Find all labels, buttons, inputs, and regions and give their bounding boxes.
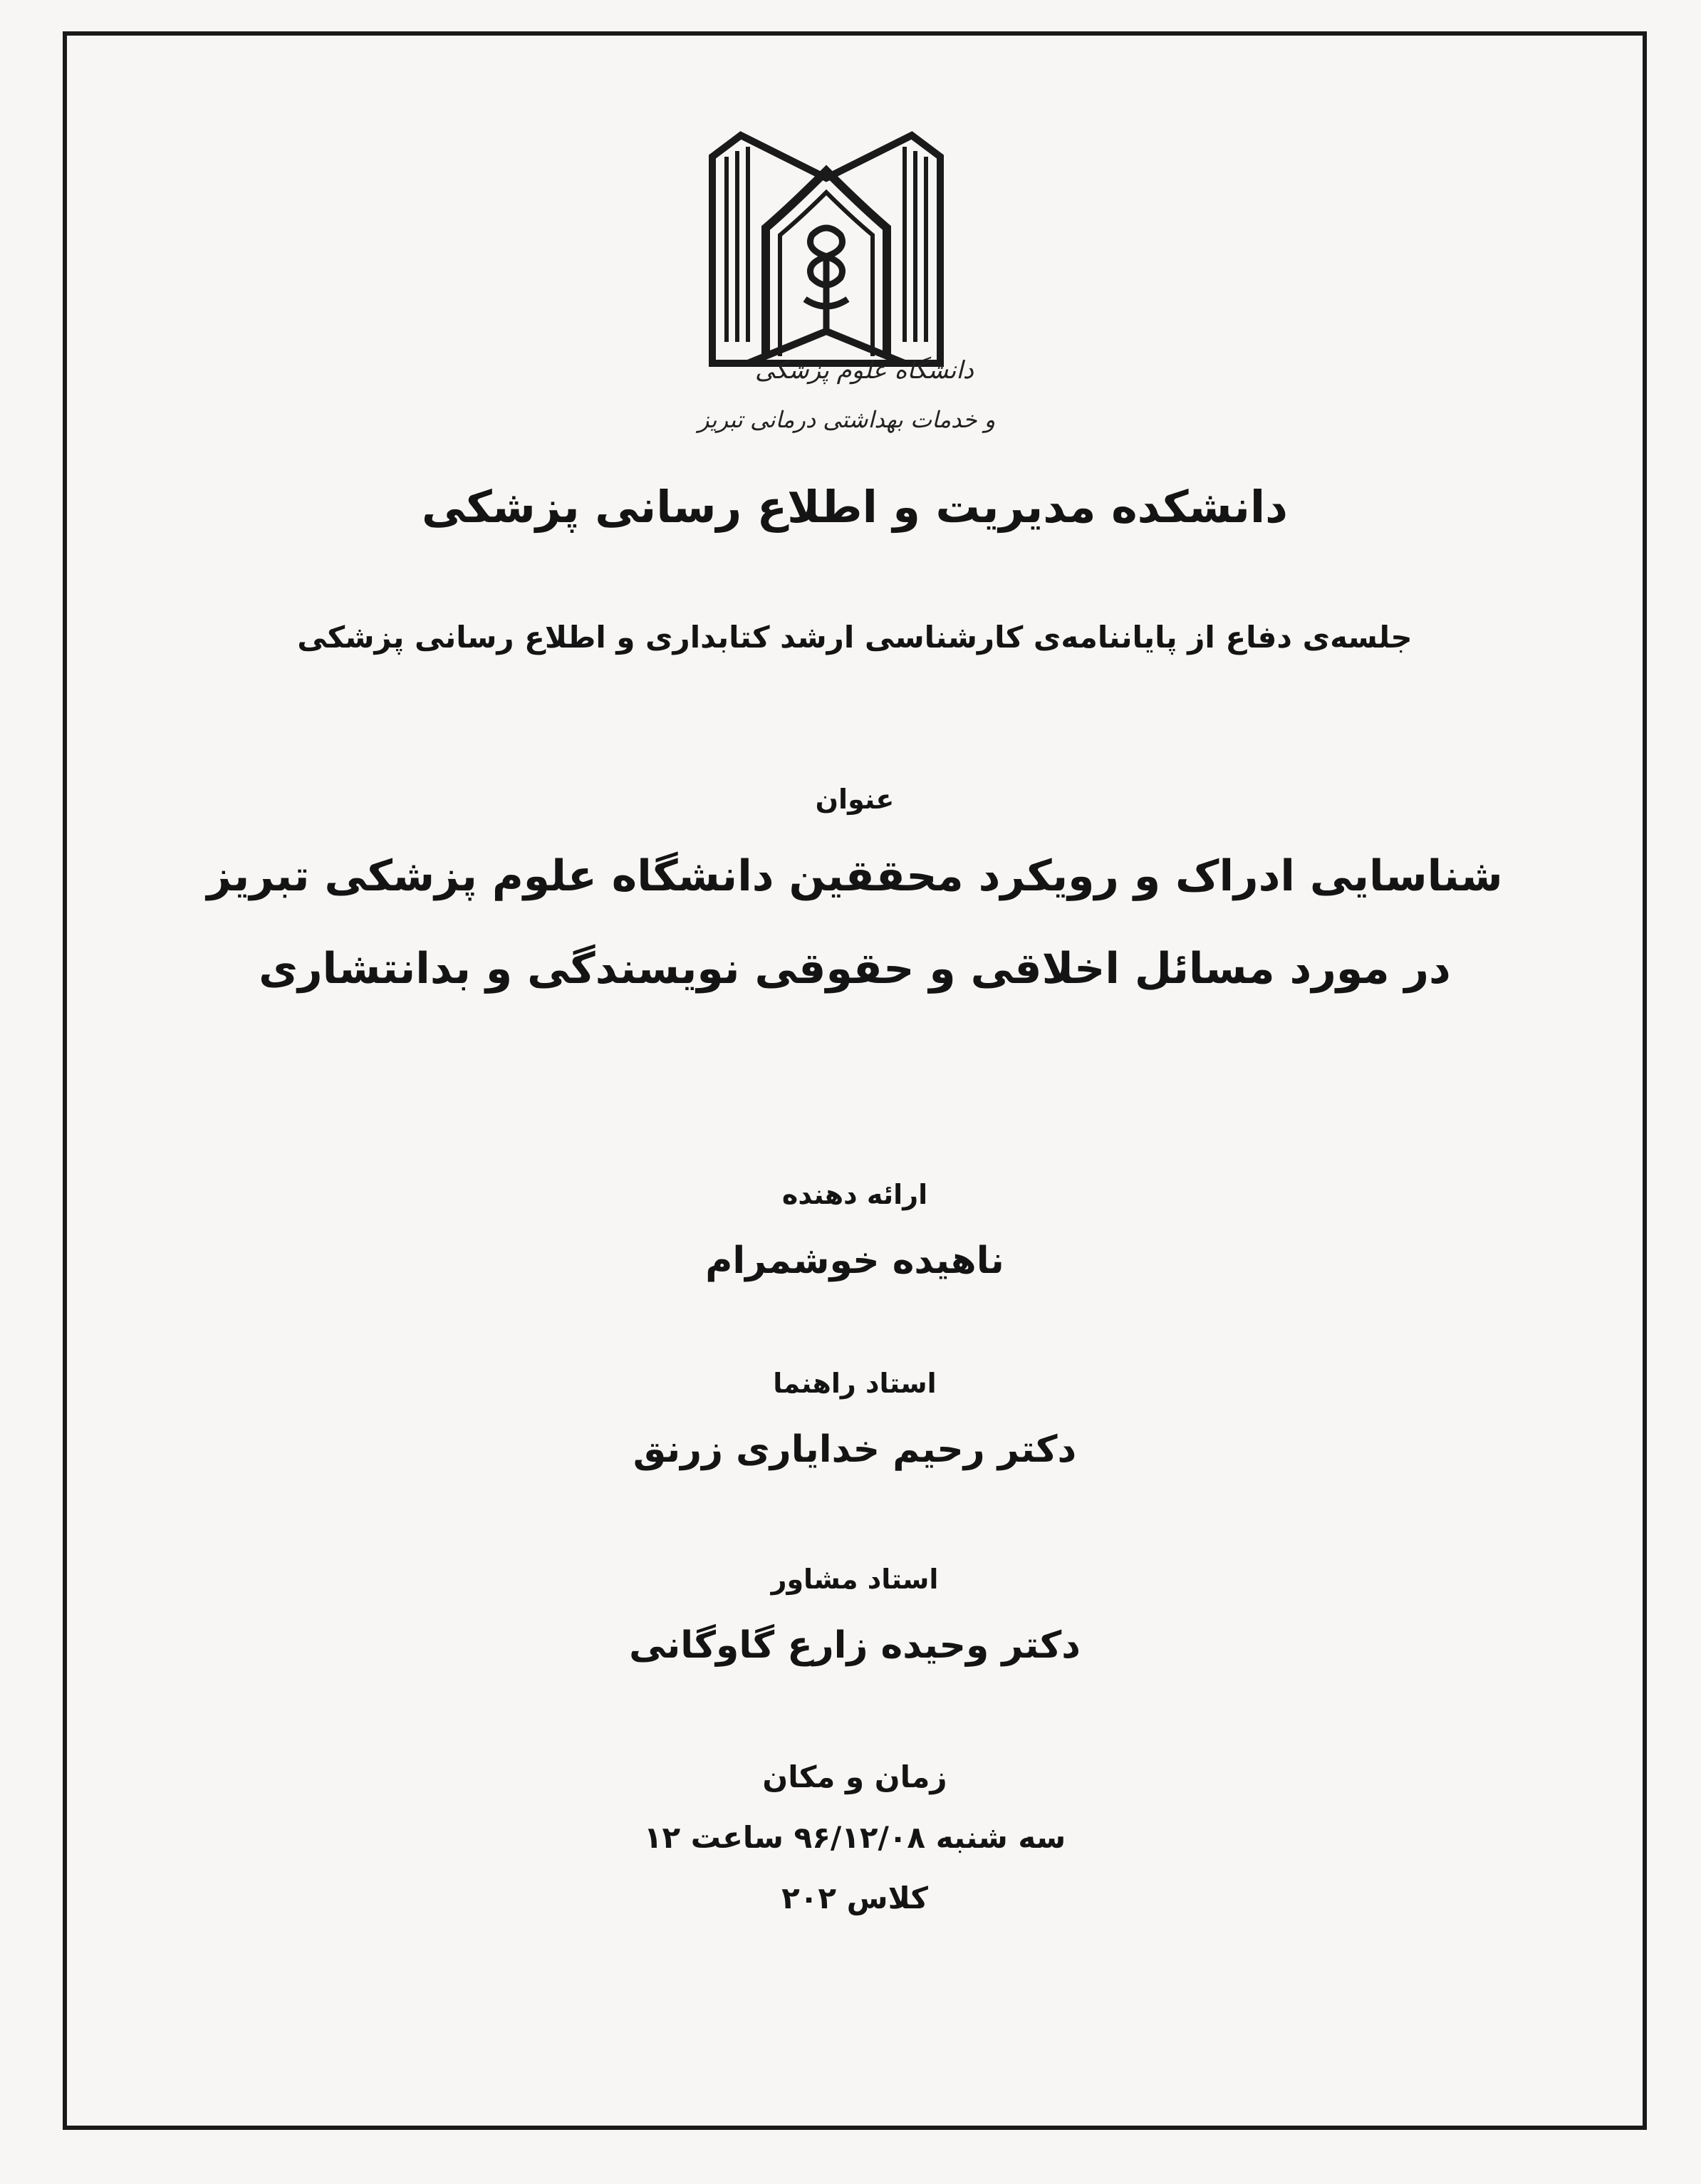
logo-caption-line1: دانشگاه علوم پزشکی: [755, 356, 974, 385]
title-label: عنوان: [815, 784, 895, 815]
thesis-title-line1: شناسایی ادراک و رویکرد محققین دانشگاه علوم پزشکی تبریز: [207, 851, 1503, 901]
supervisor-label: استاد راهنما: [773, 1368, 937, 1399]
advisor-label: استاد مشاور: [771, 1564, 939, 1595]
schedule-datetime: سه شنبه ۹۶/۱۲/۰۸ ساعت ۱۲: [643, 1820, 1066, 1855]
presenter-name: ناهیده خوشمرام: [705, 1239, 1004, 1282]
schedule-label: زمان و مکان: [762, 1759, 947, 1794]
school-name: دانشکده مدیریت و اطلاع رسانی پزشکی: [422, 481, 1288, 533]
thesis-title-line2: در مورد مسائل اخلاقی و حقوقی نویسندگی و بدانتشاری: [259, 944, 1451, 994]
schedule-room: کلاس ۲۰۲: [781, 1881, 928, 1915]
supervisor-name: دکتر رحیم خدایاری زرنق: [633, 1428, 1077, 1471]
session-description: جلسه‌ی دفاع از پایاننامه‌ی کارشناسی ارشد کتابداری و اطلاع رسانی پزشکی: [297, 620, 1413, 655]
logo-caption-line2: و خدمات بهداشتی درمانی تبریز: [698, 406, 996, 433]
presenter-label: ارائه دهنده: [781, 1179, 928, 1210]
advisor-name: دکتر وحیده زارع گاوگانی: [629, 1624, 1081, 1667]
